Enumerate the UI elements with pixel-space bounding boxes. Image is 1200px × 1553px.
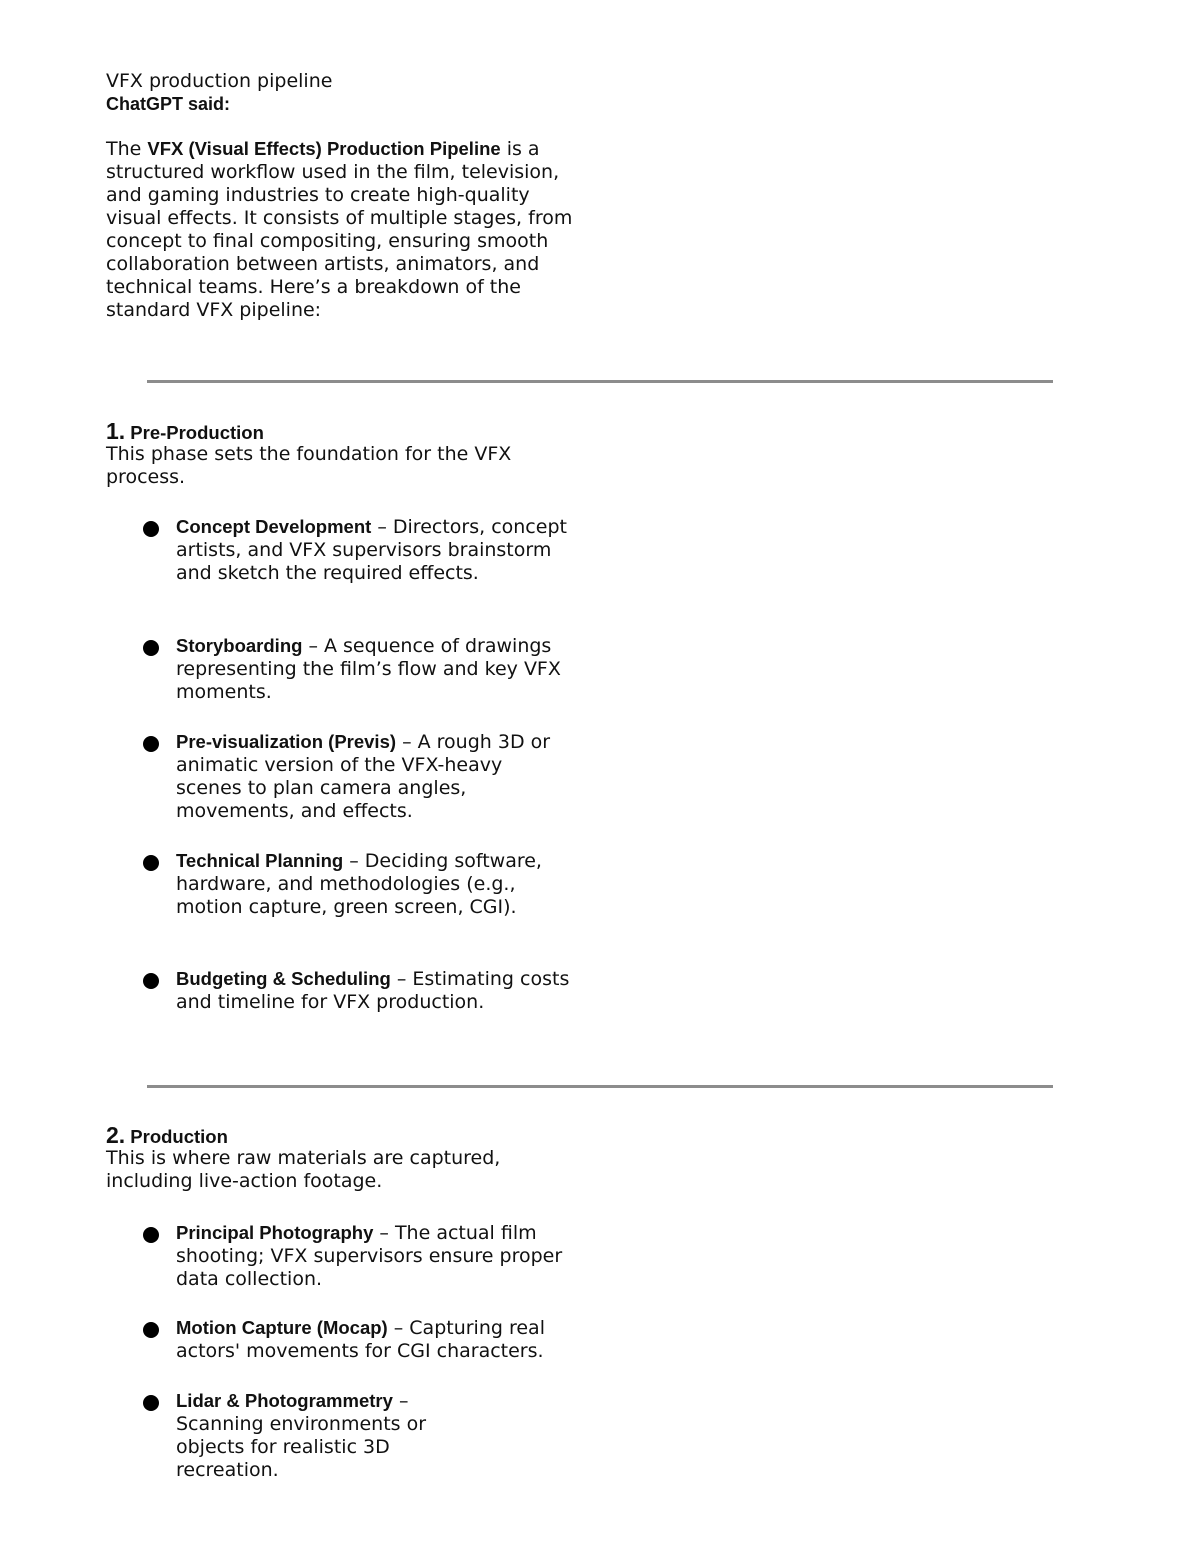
section-description: This is where raw materials are captured, including live-action footage. (106, 1147, 501, 1192)
list-item-term: Motion Capture (Mocap) (176, 1317, 388, 1338)
list-item (176, 1221, 571, 1291)
list-item (176, 515, 571, 585)
list-item-text: – Directors, concept artists, and VFX supervisors brainstorm and sketch the required effects. (176, 516, 567, 584)
list-item-term: Principal Photography (176, 1222, 374, 1243)
list-item-text: – The actual film shooting; VFX supervisors ensure proper data collection. (176, 1222, 563, 1290)
bullet-icon (143, 640, 159, 656)
speaker-label: ChatGPT said: (106, 94, 231, 114)
section-number: 2. (106, 1122, 126, 1148)
list-item (176, 967, 571, 1014)
list-item-text: – A rough 3D or animatic version of the VFX-heavy scenes to plan camera angles, movements, and effects. (176, 731, 551, 822)
bullet-icon (143, 521, 159, 537)
list-item (176, 1316, 571, 1363)
horizontal-divider (147, 1085, 1053, 1088)
list-item-text: – A sequence of drawings representing the film’s flow and key VFX moments. (176, 635, 561, 703)
section-title: Pre-Production (130, 422, 264, 443)
section-number: 1. (106, 418, 126, 444)
list-item (176, 634, 571, 704)
bullet-icon (143, 973, 159, 989)
list-item-text: – Capturing real actors' movements for CGI characters. (176, 1317, 545, 1362)
list-item-term: Storyboarding (176, 635, 303, 656)
list-item-text: – Estimating costs and timeline for VFX production. (176, 968, 570, 1013)
bullet-icon (143, 855, 159, 871)
list-item-term: Concept Development (176, 516, 372, 537)
list-item (176, 730, 571, 823)
list-item (176, 1389, 476, 1482)
horizontal-divider (147, 380, 1053, 383)
list-item-term: Technical Planning (176, 850, 344, 871)
document-title: VFX production pipeline (106, 70, 333, 92)
section-title: Production (130, 1126, 228, 1147)
list-item-text: – Deciding software, hardware, and methodologies (e.g., motion capture, green screen, CGI). (176, 850, 542, 918)
list-item (176, 849, 571, 919)
intro-bold-term: VFX (Visual Effects) Production Pipeline (147, 138, 501, 159)
section-description: This phase sets the foundation for the VFX process. (106, 443, 512, 488)
bullet-icon (143, 1227, 159, 1243)
list-item-term: Pre-visualization (Previs) (176, 731, 397, 752)
list-item-term: Lidar & Photogrammetry (176, 1390, 393, 1411)
bullet-icon (143, 1322, 159, 1338)
intro-prefix: The (106, 138, 148, 160)
intro-paragraph (106, 137, 576, 322)
bullet-icon (143, 1395, 159, 1411)
list-item-term: Budgeting & Scheduling (176, 968, 391, 989)
intro-suffix: is a structured workflow used in the film, television, and gaming industries to create high-quality visual effects. It consists of multiple stages, from concept to final compositing, ensuring smooth collaboration between artists, animators, and technical teams. Here’s a breakdown of the standard VFX pipeline: (106, 138, 573, 321)
list-item-text: – Scanning environments or objects for realistic 3D recreation. (176, 1390, 427, 1481)
bullet-icon (143, 736, 159, 752)
